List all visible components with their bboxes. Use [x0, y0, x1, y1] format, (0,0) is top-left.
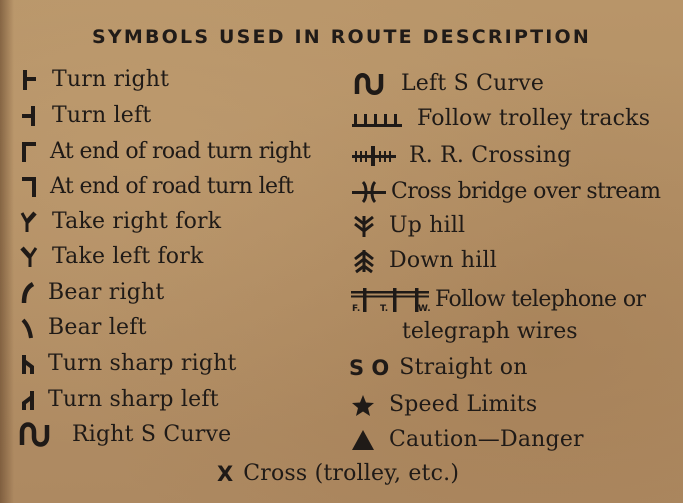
- legend-item-left-fork: Take left fork: [20, 245, 204, 269]
- legend-item-straight-on: S O Straight on: [349, 355, 528, 380]
- up-hill-icon: [353, 214, 381, 238]
- legend-item-speed-limits: Speed Limits: [351, 393, 537, 417]
- sharp-left-icon: [20, 389, 40, 411]
- legend-item-left-s-curve: Left S Curve: [353, 72, 544, 96]
- page-edge-shadow: [0, 0, 14, 503]
- legend-item-right-s-curve: Right S Curve: [18, 423, 231, 447]
- left-s-curve-icon: [353, 73, 393, 95]
- legend-item-cross-bridge: Cross bridge over stream: [351, 180, 660, 204]
- legend-item-rr-crossing: R. R. Crossing: [351, 144, 571, 168]
- legend-item-cross-trolley: X Cross (trolley, etc.): [217, 461, 460, 486]
- legend-item-sharp-right: Turn sharp right: [20, 352, 237, 376]
- telephone-sign-letter-f: F.: [352, 304, 361, 314]
- bear-left-icon: [20, 317, 40, 339]
- right-s-curve-icon: [18, 423, 64, 447]
- legend-item-bear-right: Bear right: [20, 281, 164, 305]
- page-title: SYMBOLS USED IN ROUTE DESCRIPTION: [92, 26, 591, 48]
- star-icon: [351, 394, 381, 417]
- down-hill-icon: [353, 249, 381, 273]
- trolley-tracks-icon: [351, 109, 409, 129]
- straight-on-icon: S O: [349, 356, 390, 380]
- legend-item-turn-left: Turn left: [20, 104, 151, 128]
- end-of-road-turn-right-icon: [20, 141, 42, 163]
- legend-item-down-hill: Down hill: [353, 249, 497, 273]
- caution-triangle-icon: [351, 429, 381, 451]
- turn-left-icon: [20, 105, 44, 127]
- legend-item-sharp-left: Turn sharp left: [20, 388, 219, 412]
- telephone-wires-icon: [351, 287, 431, 313]
- legend-item-right-fork: Take right fork: [20, 210, 221, 234]
- legend-item-caution: Caution—Danger: [351, 428, 584, 452]
- bridge-icon: [351, 181, 389, 203]
- right-fork-icon: [20, 211, 44, 233]
- legend-item-telephone-wires: F. T. W. Follow telephone or: [352, 287, 646, 314]
- cross-x-icon: X: [217, 462, 234, 486]
- bear-right-icon: [20, 282, 40, 304]
- legend-item-end-road-left: At end of road turn left: [20, 175, 293, 199]
- legend-item-bear-left: Bear left: [20, 316, 147, 340]
- legend-item-end-road-right: At end of road turn right: [20, 140, 310, 164]
- left-fork-icon: [20, 246, 44, 268]
- legend-item-turn-right: Turn right: [20, 68, 169, 92]
- telephone-sign-letter-w: W.: [418, 304, 431, 314]
- end-of-road-turn-left-icon: [20, 176, 42, 198]
- legend-item-up-hill: Up hill: [353, 214, 465, 238]
- telephone-sign-letter-t: T.: [380, 304, 389, 314]
- legend-item-trolley-tracks: Follow trolley tracks: [351, 107, 650, 131]
- railroad-crossing-icon: [351, 145, 401, 167]
- sharp-right-icon: [20, 353, 40, 375]
- legend-item-telephone-wires-line2: telegraph wires: [402, 319, 578, 344]
- turn-right-icon: [20, 69, 44, 91]
